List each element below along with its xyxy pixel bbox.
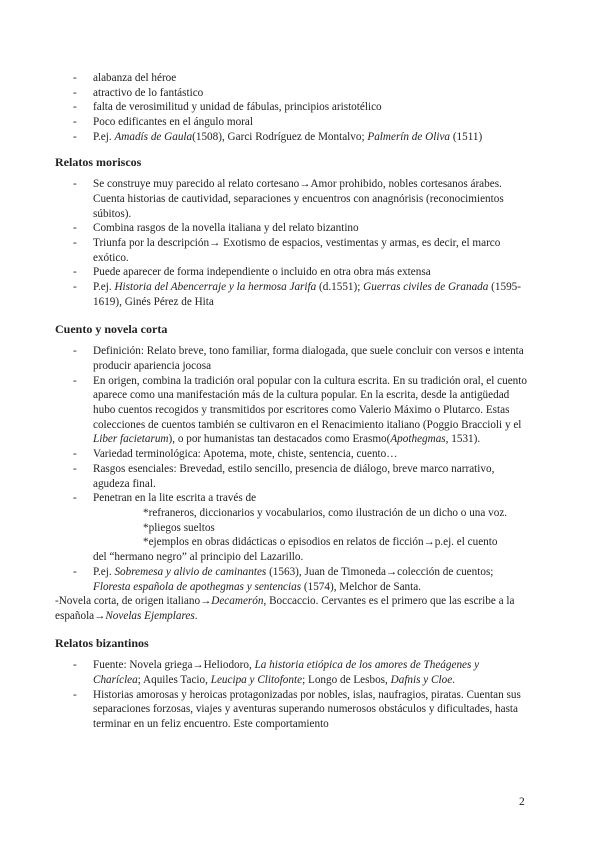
dash-bullet: - bbox=[73, 565, 77, 578]
example-item bbox=[73, 280, 528, 309]
work-title: Historia del Abencerraje y la hermosa Jarifa bbox=[114, 281, 317, 294]
work-title: Decamerón bbox=[211, 595, 264, 608]
page-content bbox=[55, 71, 528, 732]
note-text: . bbox=[194, 609, 198, 622]
list-item bbox=[73, 658, 528, 687]
work-title: Dafnis y Cloe bbox=[390, 674, 453, 687]
work-title: Apothegmas bbox=[390, 433, 446, 446]
novela-corta-note bbox=[55, 594, 528, 623]
list-item-text: Variedad terminológica: Apotema, mote, chiste, sentencia, cuento… bbox=[93, 448, 398, 461]
dash-bullet: - bbox=[73, 374, 77, 387]
list-item-text: ; Aquiles Tacio, bbox=[137, 674, 211, 687]
list-item-text: Rasgos esenciales: Brevedad, estilo sencillo, presencia de diálogo, breve marco narrativo, agudeza final. bbox=[93, 462, 495, 490]
work-title: Liber facietarum bbox=[93, 433, 169, 446]
work-title: Floresta española de apothegmas y sentencias bbox=[93, 580, 302, 593]
list-item-text: Fuente: Novela griega→Heliodoro, bbox=[93, 659, 255, 672]
list-item-text: Historias amorosas y heroicas protagonizadas por nobles, islas, naufragios, piratas. Cuentan sus separaciones forzosas, viajes y aventuras superando numerosos obstáculos y dificultades, hasta terminar en un feliz encuentro. Este comportamiento bbox=[93, 688, 521, 731]
example-text: (d.1551); bbox=[316, 281, 364, 294]
dash-bullet: - bbox=[73, 222, 77, 235]
dash-bullet: - bbox=[73, 462, 77, 475]
list-item-text: atractivo de lo fantástico bbox=[93, 86, 204, 99]
example-prefix: P.ej. bbox=[93, 130, 115, 143]
dash-bullet: - bbox=[73, 86, 77, 99]
work-title: Amadís de Gaula bbox=[114, 130, 193, 143]
dash-bullet: - bbox=[73, 281, 77, 294]
list-item-text: Puede aparecer de forma independiente o incluido en otra obra más extensa bbox=[93, 266, 431, 279]
list-item bbox=[73, 177, 528, 221]
dash-bullet: - bbox=[73, 659, 77, 672]
dash-bullet: - bbox=[73, 266, 77, 279]
note-text: , Boccaccio. Cervantes es el primero que las escribe a la española→ bbox=[55, 595, 515, 622]
list-item-text: alabanza del héroe bbox=[93, 72, 177, 84]
work-title: Palmerín de Oliva bbox=[367, 130, 451, 143]
list-item bbox=[73, 447, 528, 462]
example-item bbox=[73, 130, 528, 145]
dash-bullet: - bbox=[73, 448, 77, 461]
list-item-text: Definición: Relato breve, tono familiar, forma dialogada, que suele concluir con versos e intenta producir apariencia jocosa bbox=[93, 345, 524, 372]
dash-bullet: - bbox=[73, 116, 77, 129]
work-title: Guerras civiles de Granada bbox=[363, 281, 489, 294]
list-item bbox=[73, 265, 528, 280]
work-title: Sobremesa y alivio de caminantes bbox=[114, 565, 267, 578]
list-item-text: . bbox=[452, 674, 455, 687]
section-title-moriscos: Relatos moriscos bbox=[55, 154, 142, 169]
sub-list-item: *ejemplos en obras didácticas o episodios en relatos de ficción→p.ej. el cuento bbox=[143, 536, 498, 549]
list-item-text: ), o por humanistas tan destacados como Erasmo( bbox=[168, 433, 391, 446]
list-item-text: Triunfa por la descripción→ Exotismo de espacios, vestimentas y armas, es decir, el marco exótico. bbox=[93, 237, 501, 264]
example-text: (1595-1619), Ginés Pérez de Hita bbox=[93, 281, 521, 308]
sub-list-item: *refraneros, diccionarios y vocabularios, como ilustración de un dicho o una voz. bbox=[143, 506, 508, 519]
example-prefix: P.ej. bbox=[93, 281, 115, 294]
list-item-text: ; Longo de Lesbos, bbox=[302, 674, 391, 687]
dash-bullet: - bbox=[73, 130, 77, 143]
list-item bbox=[73, 100, 528, 115]
list-item-text: Combina rasgos de la novella italiana y del relato bizantino bbox=[93, 222, 359, 235]
dash-bullet: - bbox=[73, 345, 77, 358]
dash-bullet: - bbox=[73, 492, 77, 505]
list-item-text: falta de verosimilitud y unidad de fábulas, principios aristotélico bbox=[93, 101, 382, 114]
sub-list-item: *pliegos sueltos bbox=[143, 521, 215, 534]
example-text: (1563), Juan de Timoneda→colección de cuentos; bbox=[266, 565, 494, 578]
section-title-cuento: Cuento y novela corta bbox=[55, 321, 168, 336]
dash-bullet: - bbox=[73, 101, 77, 114]
page-number: 2 bbox=[519, 796, 525, 808]
list-item-text: Penetran en la lite escrita a través de bbox=[93, 492, 257, 505]
dash-bullet: - bbox=[73, 688, 77, 701]
sub-list-item-continuation: del “hermano negro” al principio del Lazarillo. bbox=[93, 551, 304, 564]
list-item bbox=[73, 344, 528, 373]
cuento-list bbox=[73, 344, 528, 594]
work-title: La historia etiópica de los amores de Theágenes y Charíclea bbox=[93, 659, 480, 687]
dash-bullet: - bbox=[73, 72, 77, 84]
list-item-text: En origen, combina la tradición oral popular con la cultura escrita. En su tradición oral, el cuento aparece como una manifestación más de la cultura popular. En la escrita, desde la antigüedad hubo cuentos recogidos y transmitidos por escritores como Valerio Máximo o Plutarco. Estas colecciones de cuentos también se cultivaron en el Renacimiento italiano (Poggio Braccioli y el bbox=[93, 374, 527, 431]
example-text: (1511) bbox=[450, 130, 483, 143]
list-item bbox=[73, 462, 528, 491]
moriscos-list bbox=[73, 177, 528, 309]
list-item-text: Poco edificantes en el ángulo moral bbox=[93, 116, 253, 129]
list-item-text: Se construye muy parecido al relato cortesano→Amor prohibido, nobles cortesanos árabes. Cuenta historias de cautividad, separaciones y encuentros con anagnórisis (reconocimientos súbitos). bbox=[93, 178, 504, 220]
bizantinos-list bbox=[73, 658, 528, 732]
list-item bbox=[73, 71, 528, 86]
list-item bbox=[73, 115, 528, 130]
note-text: -Novela corta, de origen italiano→ bbox=[55, 595, 212, 608]
work-title: Leucipa y Clitofonte bbox=[210, 674, 303, 687]
dash-bullet: - bbox=[73, 178, 77, 191]
list-item bbox=[73, 374, 528, 448]
list-item bbox=[73, 221, 528, 236]
list-item bbox=[73, 491, 528, 565]
list-item bbox=[73, 86, 528, 101]
dash-bullet: - bbox=[73, 237, 77, 250]
caballerias-features-list bbox=[73, 71, 528, 145]
section-title-bizantinos: Relatos bizantinos bbox=[55, 635, 149, 650]
work-title: Novelas Ejemplares bbox=[105, 609, 195, 622]
example-text: (1508), Garci Rodríguez de Montalvo; bbox=[192, 130, 368, 143]
list-item bbox=[73, 236, 528, 265]
example-prefix: P.ej. bbox=[93, 565, 115, 578]
example-item bbox=[73, 565, 528, 594]
example-text: (1574), Melchor de Santa. bbox=[301, 580, 421, 593]
list-item bbox=[73, 688, 528, 732]
list-item-text: , 1531). bbox=[445, 433, 481, 446]
